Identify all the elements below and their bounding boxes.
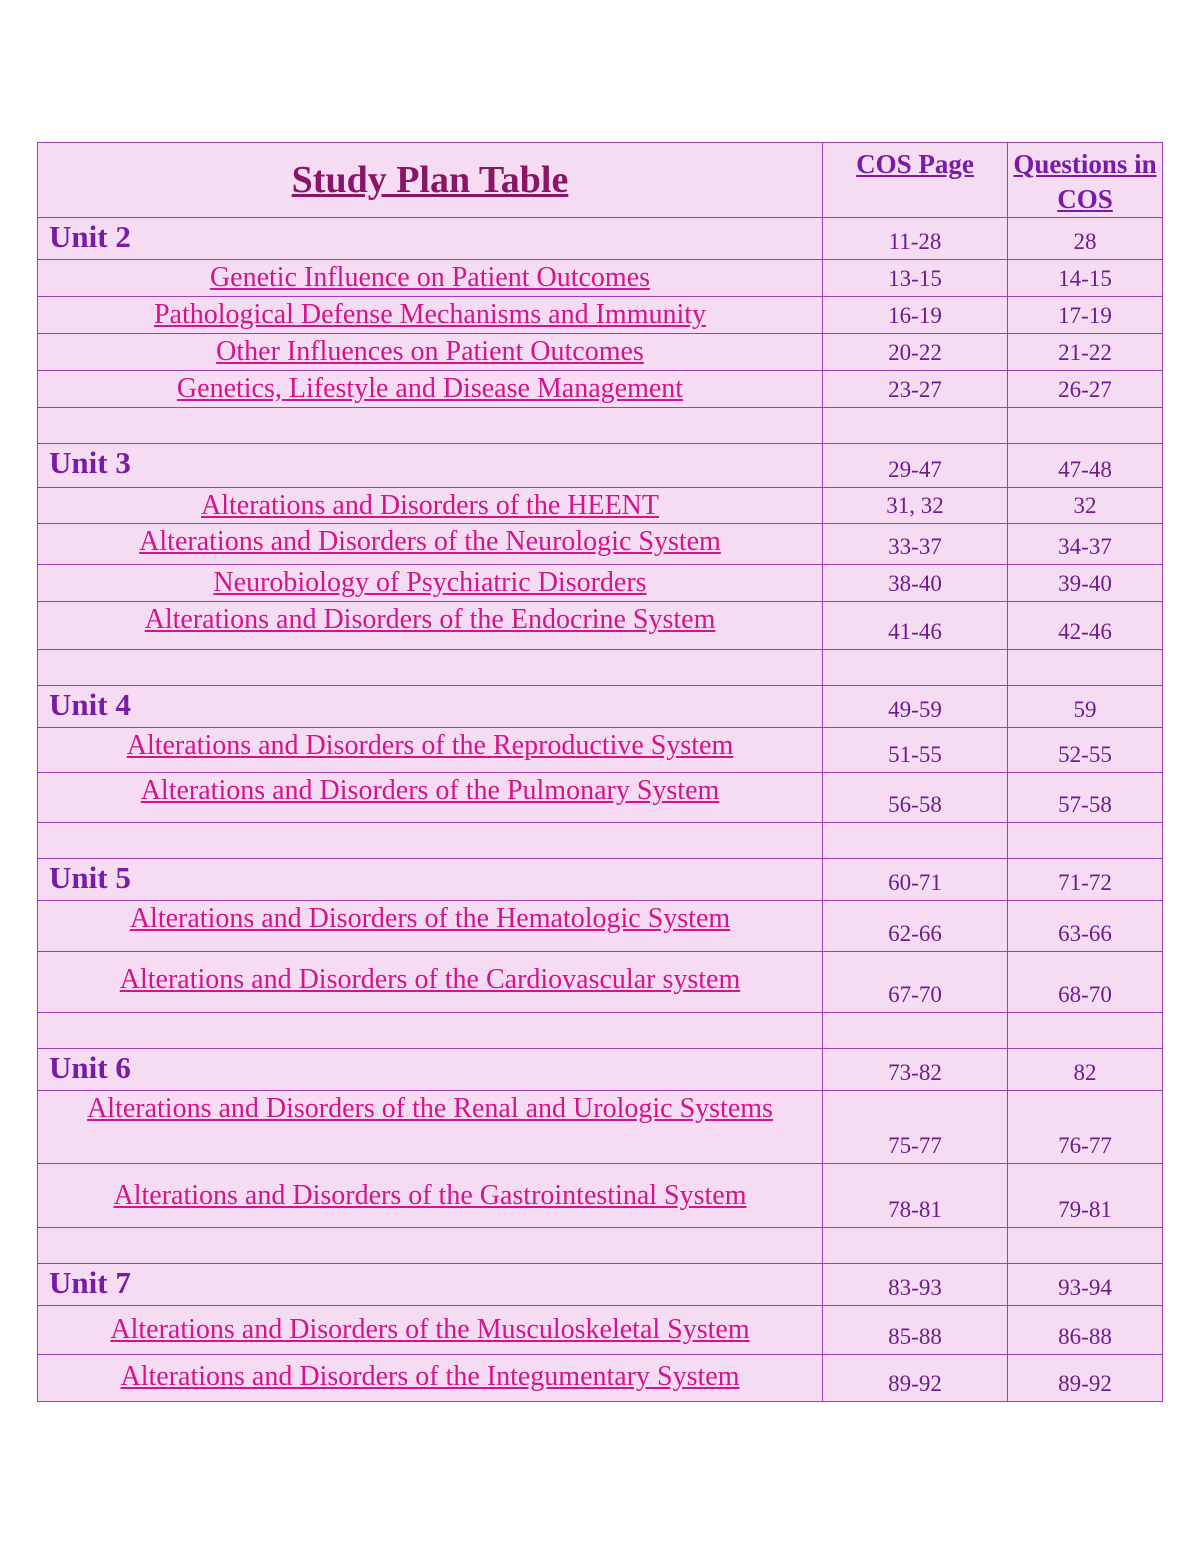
table-row xyxy=(38,524,1163,565)
table-row xyxy=(38,728,1163,773)
table-row xyxy=(38,297,1163,334)
topic-pages: 62-66 xyxy=(888,921,942,946)
table-row xyxy=(38,260,1163,297)
topic-questions: 89-92 xyxy=(1058,1371,1112,1396)
topic-pages: 23-27 xyxy=(888,377,942,402)
header-questions: Questions in COS xyxy=(1013,149,1157,214)
topic-questions: 26-27 xyxy=(1058,377,1112,402)
spacer-row xyxy=(38,1228,1163,1264)
topic-questions: 17-19 xyxy=(1058,303,1112,328)
topic-questions: 14-15 xyxy=(1058,266,1112,291)
spacer-row xyxy=(38,823,1163,859)
spacer-row xyxy=(38,650,1163,686)
unit-pages: 60-71 xyxy=(888,870,942,895)
header-row xyxy=(38,143,1163,218)
table-row xyxy=(38,488,1163,524)
topic-link[interactable]: Alterations and Disorders of the Gastrointestinal System xyxy=(113,1180,747,1211)
unit-pages: 49-59 xyxy=(888,697,942,722)
topic-pages: 89-92 xyxy=(888,1371,942,1396)
unit-heading: Unit 3 xyxy=(49,445,131,480)
table-row xyxy=(38,1355,1163,1402)
topic-pages: 16-19 xyxy=(888,303,942,328)
topic-questions: 76-77 xyxy=(1058,1133,1112,1158)
topic-questions: 21-22 xyxy=(1058,340,1112,365)
topic-pages: 31, 32 xyxy=(886,493,944,518)
topic-pages: 51-55 xyxy=(888,742,942,767)
spacer-row xyxy=(38,408,1163,444)
topic-link[interactable]: Other Influences on Patient Outcomes xyxy=(216,336,644,367)
unit-row-5 xyxy=(38,859,1163,901)
unit-questions: 28 xyxy=(1073,229,1097,254)
topic-pages: 20-22 xyxy=(888,340,942,365)
unit-pages: 73-82 xyxy=(888,1060,942,1085)
topic-link[interactable]: Alterations and Disorders of the Integumentary System xyxy=(120,1361,740,1392)
table-row xyxy=(38,1306,1163,1355)
header-questions-cell xyxy=(1008,143,1163,218)
topic-questions: 52-55 xyxy=(1058,742,1112,767)
unit-heading: Unit 5 xyxy=(49,860,131,895)
topic-link[interactable]: Pathological Defense Mechanisms and Immunity xyxy=(153,299,707,330)
unit-heading: Unit 2 xyxy=(49,219,131,254)
topic-questions: 42-46 xyxy=(1058,619,1112,644)
unit-questions: 82 xyxy=(1073,1060,1097,1085)
topic-link[interactable]: Alterations and Disorders of the Renal and Urologic Systems xyxy=(87,1093,773,1124)
unit-row-2 xyxy=(38,218,1163,260)
table-row xyxy=(38,1091,1163,1164)
topic-link[interactable]: Alterations and Disorders of the Hematologic System xyxy=(129,903,731,934)
unit-row-4 xyxy=(38,686,1163,728)
table-row xyxy=(38,334,1163,371)
topic-link[interactable]: Genetics, Lifestyle and Disease Management xyxy=(176,373,684,404)
unit-heading: Unit 4 xyxy=(49,687,131,722)
topic-questions: 32 xyxy=(1073,493,1097,518)
table-row xyxy=(38,1164,1163,1228)
unit-pages: 29-47 xyxy=(888,457,942,482)
table-row xyxy=(38,565,1163,602)
topic-link[interactable]: Alterations and Disorders of the Musculoskeletal System xyxy=(110,1314,750,1345)
topic-pages: 13-15 xyxy=(888,266,942,291)
topic-pages: 67-70 xyxy=(888,982,942,1007)
topic-link[interactable]: Neurobiology of Psychiatric Disorders xyxy=(213,567,647,598)
table-row xyxy=(38,901,1163,952)
table-row xyxy=(38,773,1163,823)
unit-questions: 93-94 xyxy=(1058,1275,1112,1300)
topic-pages: 78-81 xyxy=(888,1197,942,1222)
topic-link[interactable]: Alterations and Disorders of the Neurologic System xyxy=(139,526,721,557)
unit-questions: 71-72 xyxy=(1058,870,1112,895)
topic-link[interactable]: Alterations and Disorders of the HEENT xyxy=(201,490,659,521)
header-cos-page: COS Page xyxy=(856,149,974,179)
unit-questions: 59 xyxy=(1073,697,1097,722)
unit-heading: Unit 7 xyxy=(49,1265,131,1300)
unit-pages: 83-93 xyxy=(888,1275,942,1300)
spacer-row xyxy=(38,1013,1163,1049)
topic-pages: 38-40 xyxy=(888,571,942,596)
unit-row-3 xyxy=(38,444,1163,488)
topic-link[interactable]: Alterations and Disorders of the Endocrine System xyxy=(144,604,716,635)
table-row xyxy=(38,952,1163,1013)
topic-link[interactable]: Genetic Influence on Patient Outcomes xyxy=(209,262,651,293)
topic-pages: 33-37 xyxy=(888,534,942,559)
unit-pages: 11-28 xyxy=(888,229,942,254)
topic-pages: 41-46 xyxy=(888,619,942,644)
header-cos-page-cell xyxy=(823,143,1008,218)
topic-questions: 63-66 xyxy=(1058,921,1112,946)
topic-questions: 68-70 xyxy=(1058,982,1112,1007)
unit-questions: 47-48 xyxy=(1058,457,1112,482)
topic-link[interactable]: Alterations and Disorders of the Pulmonary System xyxy=(140,775,720,806)
topic-pages: 56-58 xyxy=(888,792,942,817)
topic-questions: 34-37 xyxy=(1058,534,1112,559)
topic-pages: 75-77 xyxy=(888,1133,942,1158)
unit-row-7 xyxy=(38,1264,1163,1306)
topic-questions: 57-58 xyxy=(1058,792,1112,817)
topic-link[interactable]: Alterations and Disorders of the Cardiovascular system xyxy=(119,964,741,995)
unit-row-6 xyxy=(38,1049,1163,1091)
unit-heading: Unit 6 xyxy=(49,1050,131,1085)
topic-link[interactable]: Alterations and Disorders of the Reproductive System xyxy=(126,730,734,761)
topic-questions: 86-88 xyxy=(1058,1324,1112,1349)
topic-pages: 85-88 xyxy=(888,1324,942,1349)
topic-questions: 79-81 xyxy=(1058,1197,1112,1222)
topic-questions: 39-40 xyxy=(1058,571,1112,596)
study-plan-table xyxy=(37,142,1163,1402)
title-cell xyxy=(38,143,823,218)
table-row xyxy=(38,602,1163,650)
page-title: Study Plan Table xyxy=(291,159,569,201)
table-row xyxy=(38,371,1163,408)
